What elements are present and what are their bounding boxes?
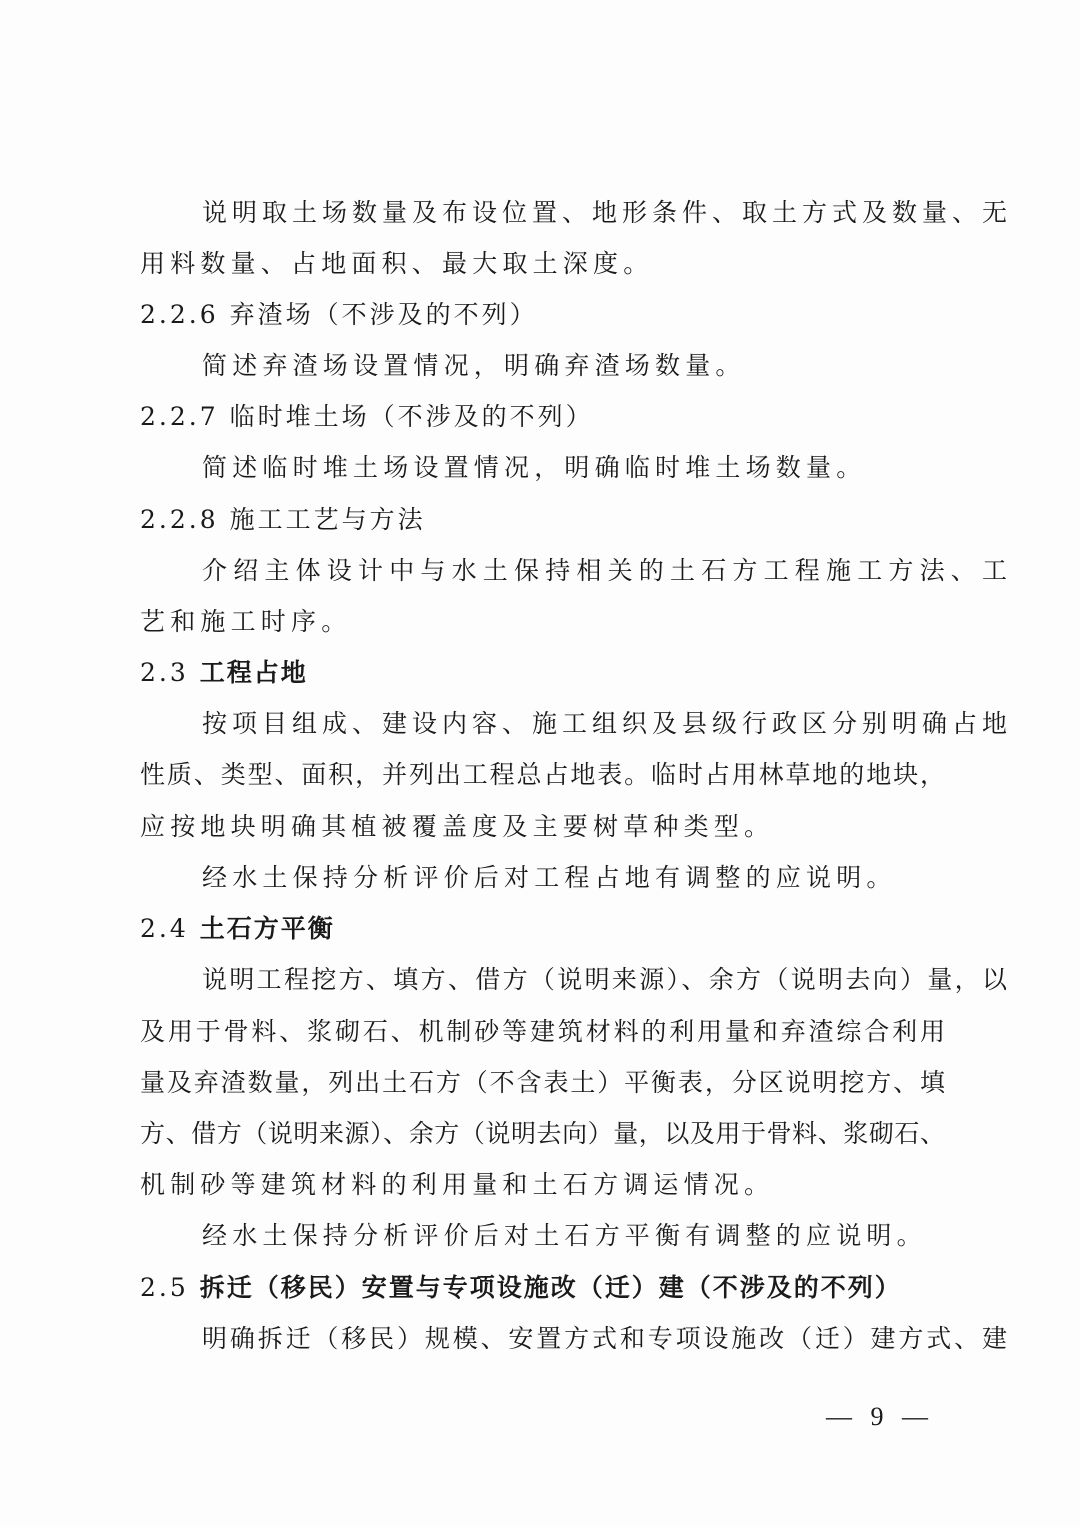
section-number: 2.2.8 <box>140 505 219 534</box>
page-number: — 9 — <box>826 1402 934 1431</box>
paragraph-line: 用料数量、占地面积、最大取土深度。 <box>140 249 654 278</box>
section-title: 工程占地 <box>199 658 308 687</box>
paragraph-line: 明确拆迁（移民）规模、安置方式和专项设施改（迁）建方式、建 <box>202 1324 1007 1353</box>
paragraph-line: 方、借方（说明来源）、余方（说明去向）量，以及用于骨料、浆砌石、 <box>140 1119 945 1148</box>
section-title: 弃渣场（不涉及的不列） <box>229 300 538 329</box>
paragraph-line: 及用于骨料、浆砌石、机制砂等建筑材料的利用量和弃渣综合利用 <box>140 1017 945 1046</box>
paragraph-line: 性质、类型、面积，并列出工程总占地表。临时占用林草地的地块， <box>140 760 945 789</box>
section-heading-2-3 <box>140 656 945 690</box>
section-heading-2-2-7 <box>140 400 945 434</box>
paragraph-line: 量及弃渣数量，列出土石方（不含表土）平衡表，分区说明挖方、填 <box>140 1068 945 1097</box>
section-heading-2-2-8 <box>140 503 945 537</box>
paragraph-line: 经水土保持分析评价后对土石方平衡有调整的应说明。 <box>202 1221 927 1250</box>
section-title: 拆迁（移民）安置与专项设施改（迁）建（不涉及的不列） <box>199 1273 902 1302</box>
section-number: 2.4 <box>140 914 189 943</box>
section-number: 2.3 <box>140 658 189 687</box>
section-number: 2.5 <box>140 1273 189 1302</box>
paragraph-line: 按项目组成、建设内容、施工组织及县级行政区分别明确占地 <box>202 709 1007 738</box>
paragraph-line: 机制砂等建筑材料的利用量和土石方调运情况。 <box>140 1170 775 1199</box>
paragraph-line: 艺和施工时序。 <box>140 607 352 636</box>
section-title: 土石方平衡 <box>199 914 335 943</box>
paragraph-line: 说明工程挖方、填方、借方（说明来源）、余方（说明去向）量，以 <box>202 965 1007 994</box>
section-number: 2.2.6 <box>140 300 219 329</box>
paragraph-line: 应按地块明确其植被覆盖度及主要树草种类型。 <box>140 812 775 841</box>
section-heading-2-2-6 <box>140 298 945 332</box>
section-heading-2-4 <box>140 912 945 946</box>
paragraph-line: 简述弃渣场设置情况，明确弃渣场数量。 <box>202 351 746 380</box>
paragraph-line: 简述临时堆土场设置情况，明确临时堆土场数量。 <box>202 453 867 482</box>
paragraph-line: 说明取土场数量及布设位置、地形条件、取土方式及数量、无 <box>202 198 1007 227</box>
paragraph-line: 经水土保持分析评价后对工程占地有调整的应说明。 <box>202 863 897 892</box>
section-title: 施工工艺与方法 <box>229 505 426 534</box>
section-title: 临时堆土场（不涉及的不列） <box>229 402 594 431</box>
section-number: 2.2.7 <box>140 402 219 431</box>
paragraph-line: 介绍主体设计中与水土保持相关的土石方工程施工方法、工 <box>202 556 1007 585</box>
section-heading-2-5 <box>140 1271 945 1305</box>
